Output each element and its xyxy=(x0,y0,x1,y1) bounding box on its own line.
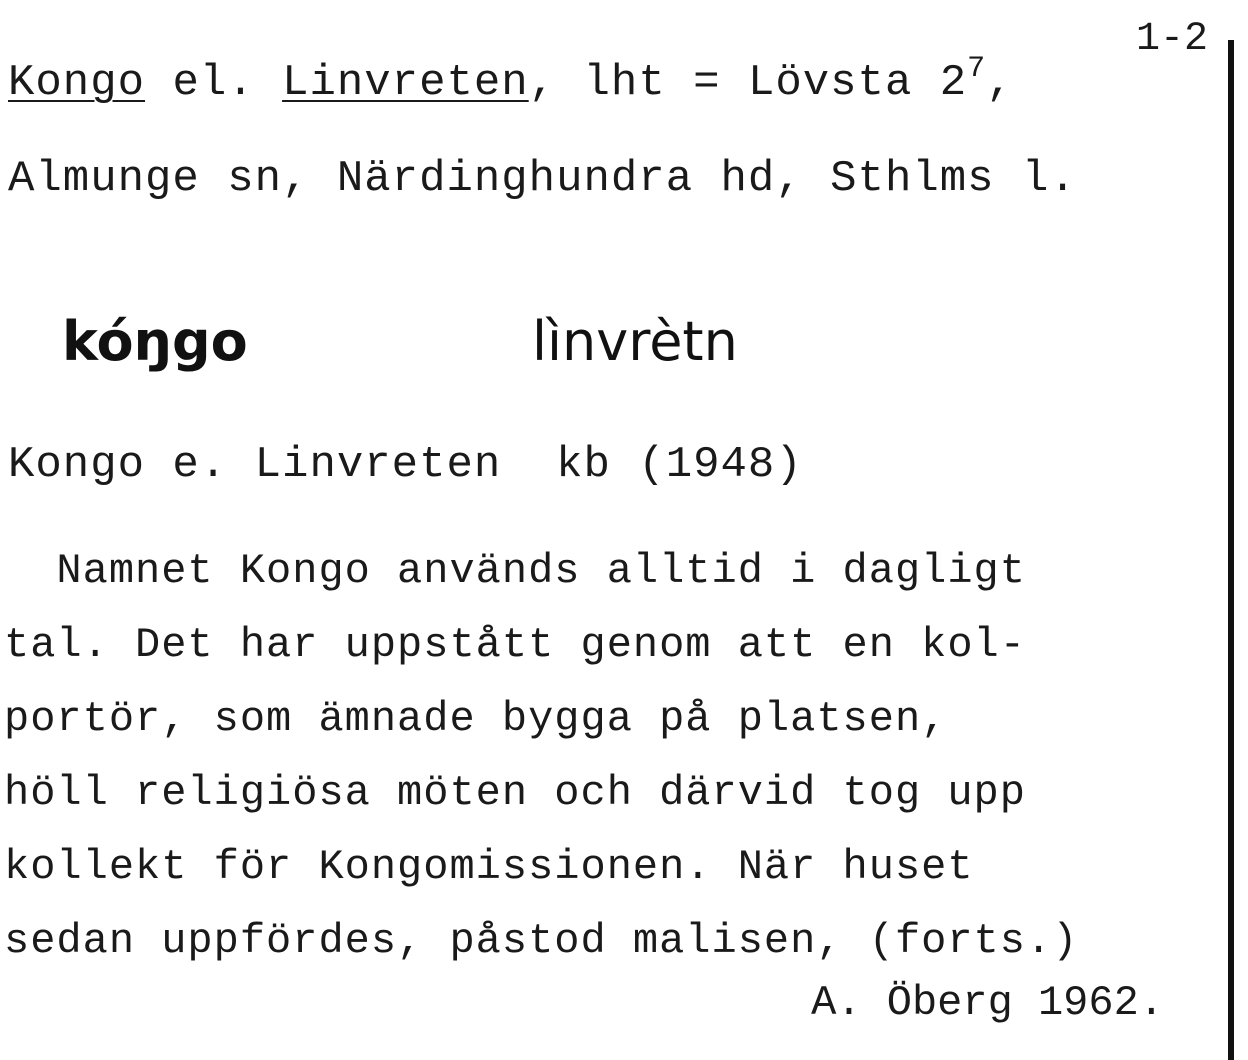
signature: A. Öberg 1962. xyxy=(811,979,1164,1027)
headword-connector: el. xyxy=(172,58,255,108)
pronunciation-kongo: kóŋgo xyxy=(62,310,248,373)
location-line: Almunge sn, Närdinghundra hd, Sthlms l. xyxy=(8,154,1077,204)
body-line: sedan uppfördes, påstod malisen, (forts.) xyxy=(4,917,1079,965)
body-line: kollekt för Kongomissionen. När huset xyxy=(4,843,974,891)
reference-comma: , xyxy=(986,58,1014,108)
headword-linvreten: Linvreten xyxy=(282,58,529,108)
body-line: tal. Det har uppstått genom att en kol- xyxy=(4,621,1026,669)
headword-kongo: Kongo xyxy=(8,58,146,108)
headword-line xyxy=(8,52,1014,112)
card-edge xyxy=(1228,40,1234,1060)
headword-reference: , lht = Lövsta 2 xyxy=(528,58,968,108)
pronunciation-linvreten: lìnvrètn xyxy=(532,310,738,373)
card-number: 1-2 xyxy=(1135,17,1208,62)
body-line: portör, som ämnade bygga på platsen, xyxy=(4,695,948,743)
reference-superscript: 7 xyxy=(967,52,987,86)
body-line: Namnet Kongo används alltid i dagligt xyxy=(4,547,1026,595)
source-line: Kongo e. Linvreten kb (1948) xyxy=(8,440,803,490)
body-line: höll religiösa möten och därvid tog upp xyxy=(4,769,1026,817)
